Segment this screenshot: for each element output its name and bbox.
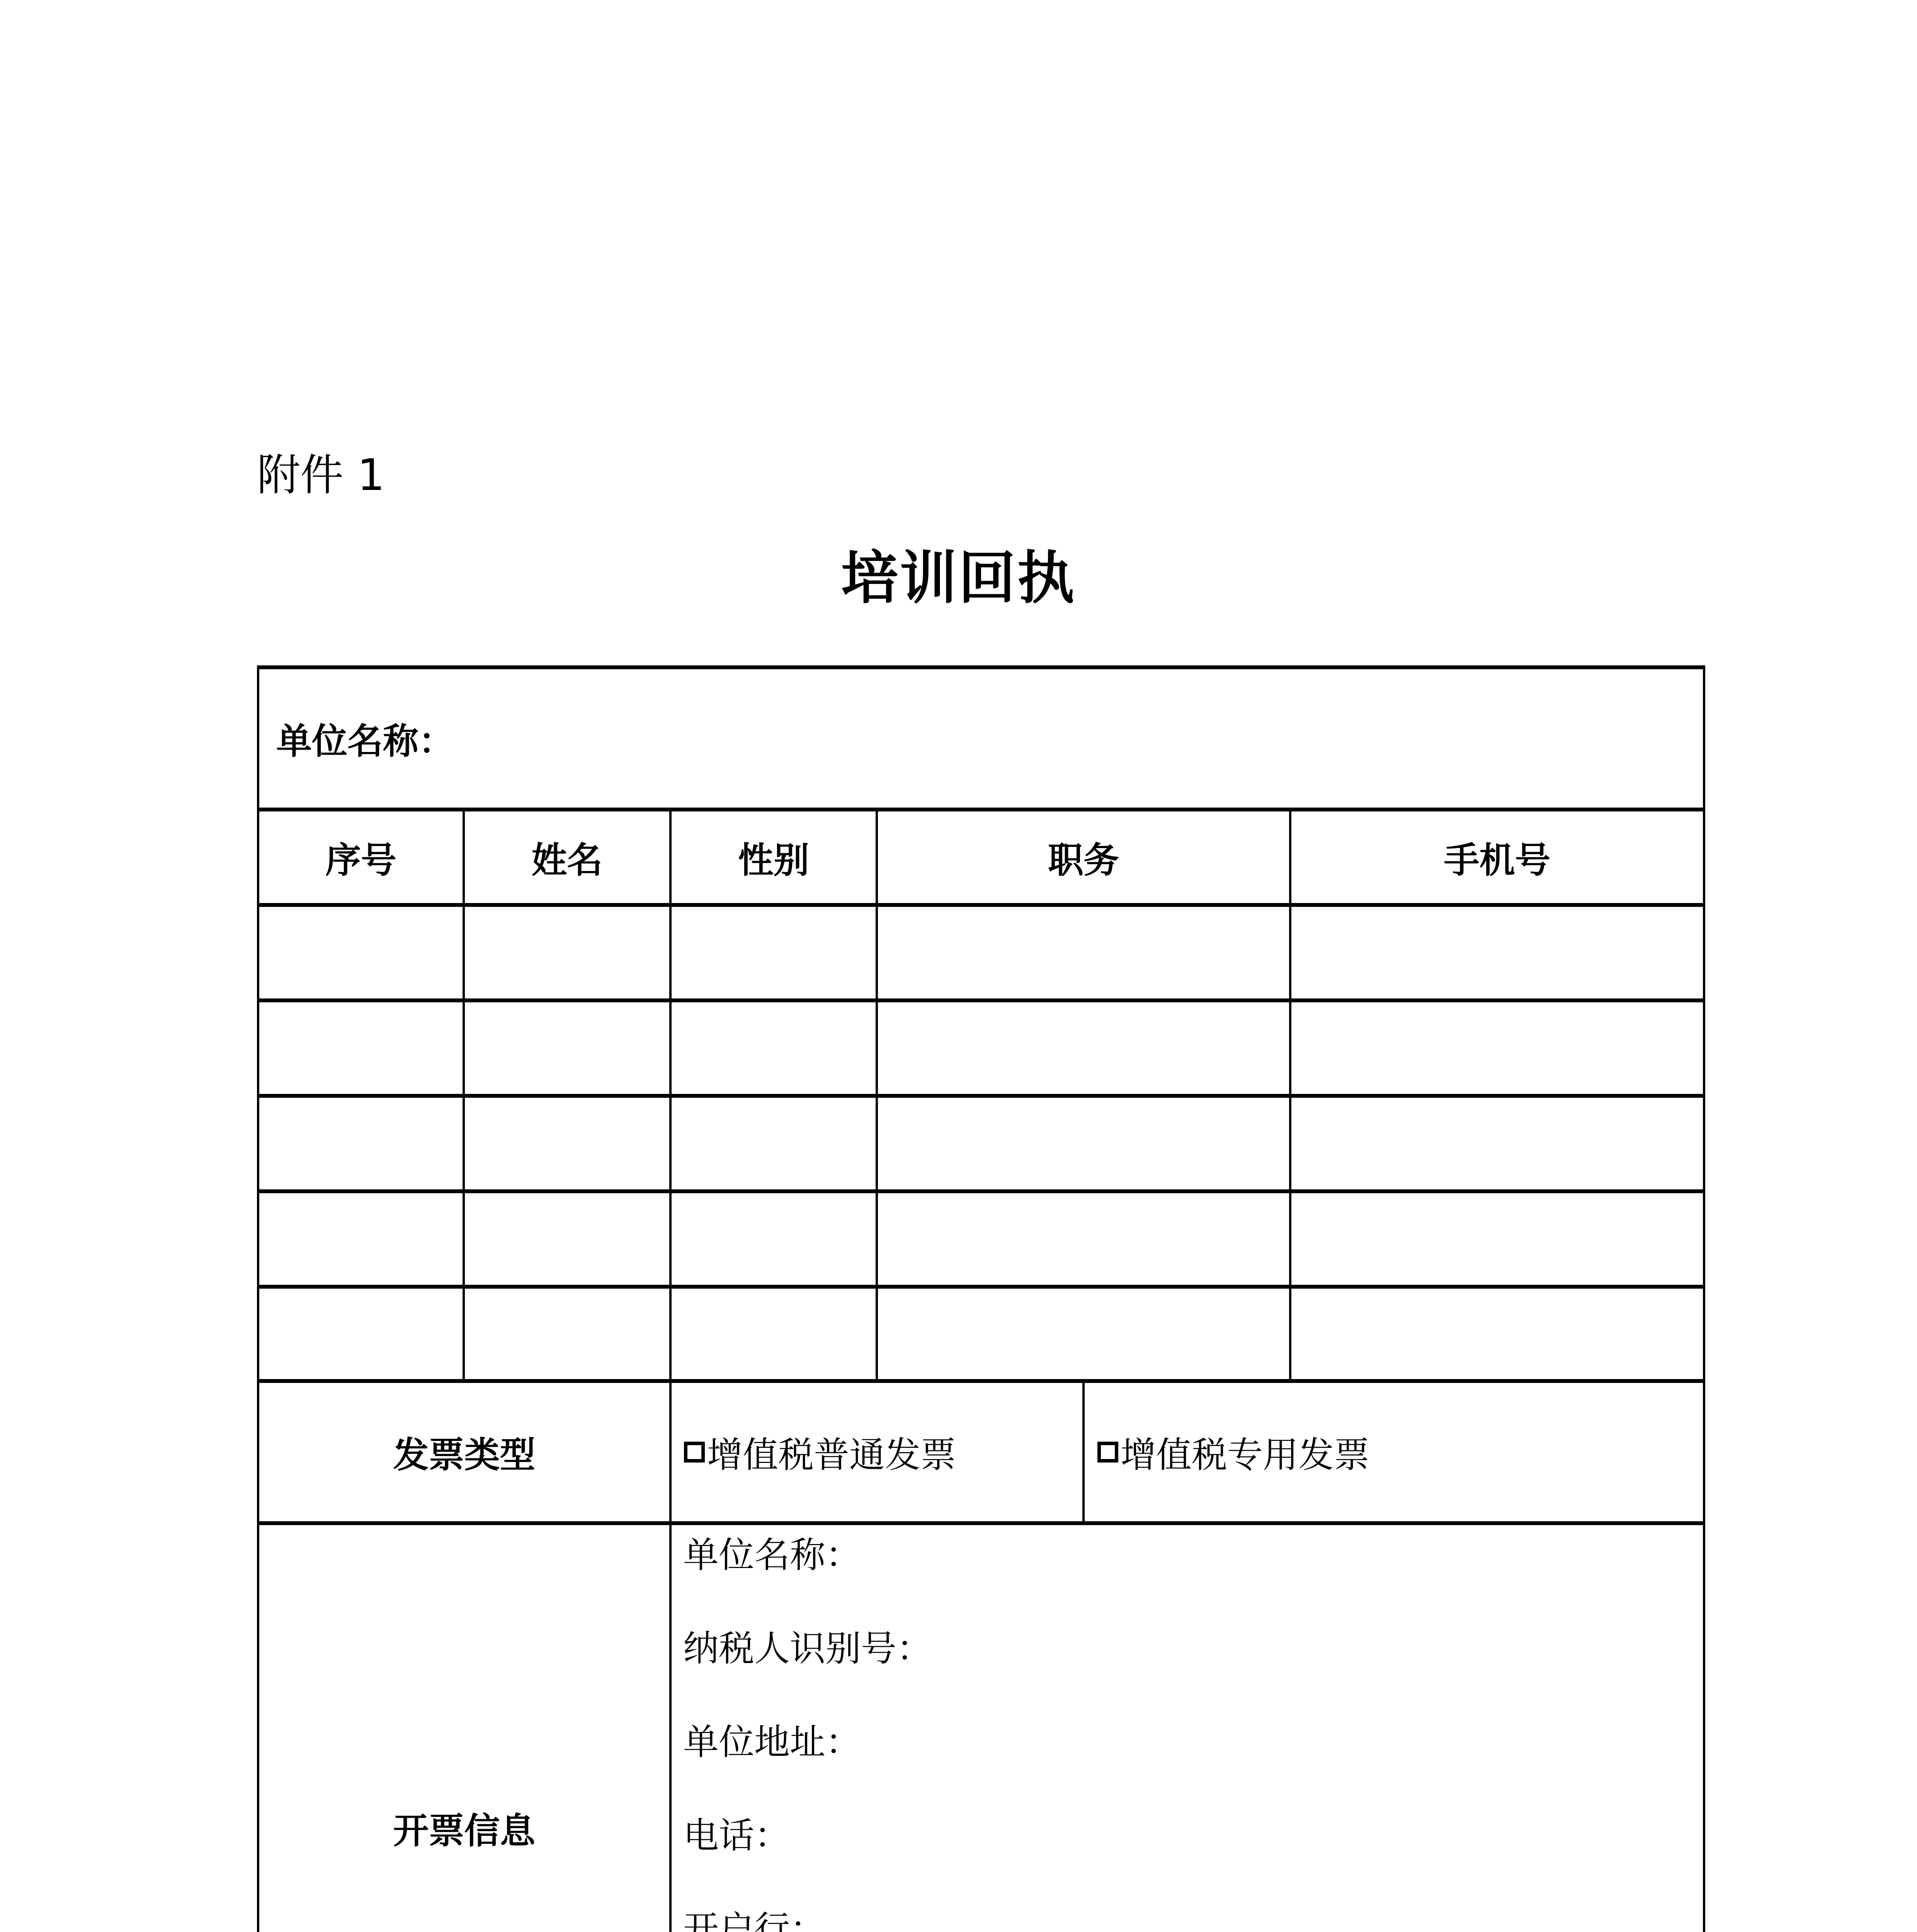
column-header-index: 序号 (259, 811, 463, 903)
billing-unit-name-field[interactable]: 单位名称： (683, 1532, 861, 1578)
unit-name-field[interactable] (276, 669, 1698, 808)
table-border-right (1703, 665, 1705, 1932)
cell-index[interactable] (259, 1193, 463, 1285)
cell-phone[interactable] (1291, 907, 1703, 998)
cell-position[interactable] (878, 1193, 1289, 1285)
cell-index[interactable] (259, 1002, 463, 1094)
cell-position[interactable] (878, 1098, 1289, 1189)
cell-position[interactable] (878, 1289, 1289, 1379)
column-header-position: 职务 (878, 811, 1289, 903)
invoice-option-general[interactable] (684, 1383, 1082, 1521)
billing-bank-field[interactable]: 开户行： (683, 1906, 825, 1932)
checkbox-special-invoice[interactable] (1097, 1442, 1118, 1463)
cell-gender[interactable] (672, 1289, 876, 1379)
checkbox-general-invoice[interactable] (684, 1442, 705, 1463)
cell-name[interactable] (465, 1002, 669, 1094)
cell-phone[interactable] (1291, 1193, 1703, 1285)
cell-phone[interactable] (1291, 1098, 1703, 1189)
table-divider (257, 1094, 1705, 1098)
column-header-gender: 性别 (672, 811, 876, 903)
billing-info-label: 开票信息 (259, 1525, 669, 1932)
column-header-phone: 手机号 (1291, 811, 1703, 903)
invoice-option-special[interactable] (1097, 1383, 1700, 1521)
table-divider (257, 1521, 1705, 1525)
table-divider (257, 998, 1705, 1002)
unit-name-label: 单位名称： (276, 713, 454, 764)
cell-gender[interactable] (672, 1193, 876, 1285)
billing-address-field[interactable]: 单位地址： (683, 1719, 861, 1765)
invoice-type-label: 发票类型 (259, 1383, 669, 1521)
table-divider (257, 1379, 1705, 1383)
cell-gender[interactable] (672, 907, 876, 998)
table-border-top (257, 665, 1705, 669)
billing-phone-field[interactable]: 电话： (683, 1813, 790, 1859)
cell-name[interactable] (465, 1098, 669, 1189)
invoice-option-special-label: 增值税专用发票 (1121, 1427, 1369, 1478)
column-divider (1082, 1379, 1085, 1524)
cell-gender[interactable] (672, 1002, 876, 1094)
cell-name[interactable] (465, 1289, 669, 1379)
table-divider (257, 1285, 1705, 1289)
cell-position[interactable] (878, 1002, 1289, 1094)
cell-name[interactable] (465, 907, 669, 998)
billing-tax-id-field[interactable]: 纳税人识别号： (683, 1626, 932, 1672)
cell-position[interactable] (878, 907, 1289, 998)
cell-index[interactable] (259, 907, 463, 998)
cell-index[interactable] (259, 1098, 463, 1189)
cell-gender[interactable] (672, 1098, 876, 1189)
column-header-name: 姓名 (465, 811, 669, 903)
invoice-option-general-label: 增值税普通发票 (707, 1427, 956, 1478)
attachment-label: 附件 1 (257, 444, 385, 506)
cell-index[interactable] (259, 1289, 463, 1379)
table-divider (257, 808, 1705, 811)
page-title: 培训回执 (0, 541, 1917, 614)
cell-name[interactable] (465, 1193, 669, 1285)
cell-phone[interactable] (1291, 1289, 1703, 1379)
table-divider (257, 1189, 1705, 1193)
table-divider (257, 903, 1705, 907)
cell-phone[interactable] (1291, 1002, 1703, 1094)
